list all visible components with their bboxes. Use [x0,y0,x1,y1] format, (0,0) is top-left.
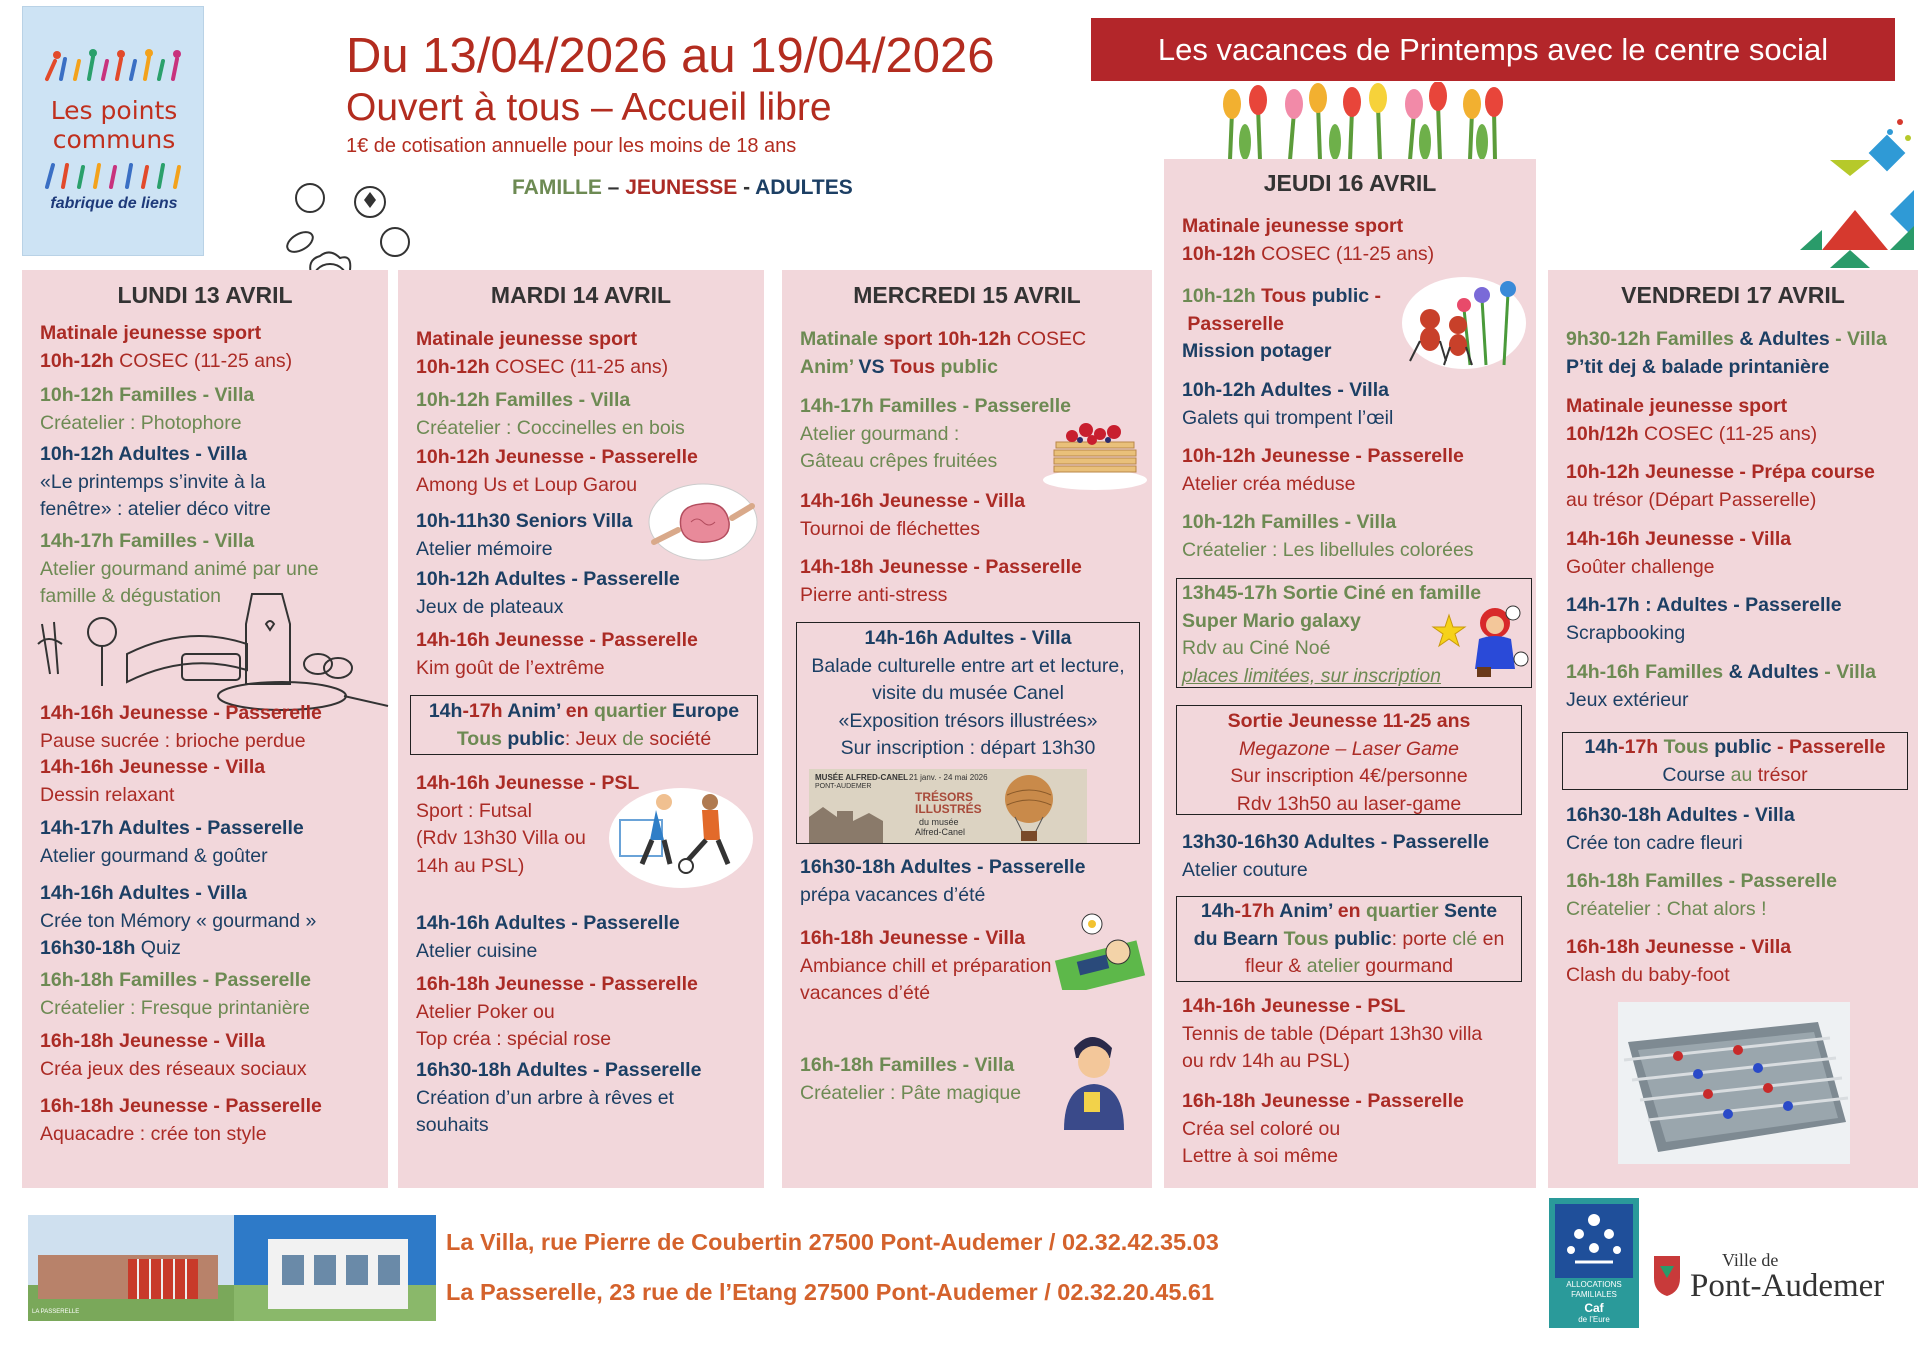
event-vendredi-6: 14h-16h Familles & Adultes - Villa Jeux extérieur [1566,661,1876,711]
event-jeudi-5: 10h-12h Familles - Villa Créatelier : Les libellules colorées [1182,511,1474,561]
event-vendredi-7: 16h30-18h Adultes - Villa Crée ton cadre fleuri [1566,804,1795,854]
day-column-jeudi [1164,159,1536,1188]
logo-tagline: fabrique de liens [50,195,178,212]
kitchen-illustration-icon [32,584,392,714]
logo-line-1: Les points [50,96,178,125]
futsal-illustration-icon [606,780,756,890]
event-mercredi-2: 14h-17h Familles - Passerelle Atelier gourmand : Gâteau crêpes fruitées [800,395,1071,472]
caf-figures-icon [1555,1204,1633,1278]
event-mardi-anim-quartier: 14h-17h Anim’ en quartier Europe Tous public: Jeux de société [410,695,758,755]
event-lundi-5: 14h-16h Jeunesse - Passerelle Pause sucrée : brioche perdue [40,702,322,752]
day-title: MERCREDI 15 AVRIL [853,282,1081,308]
day-title: JEUDI 16 AVRIL [1263,170,1437,196]
event-jeudi-anim-quartier: 14h-17h Anim’ en quartier Sente du Bearn Tous public: porte clé en fleur & atelier gourmand [1176,896,1522,982]
babyfoot-photo-icon [1618,1002,1850,1164]
day-column-mercredi [782,270,1152,1188]
event-mardi-5: 10h-12h Adultes - Passerelle Jeux de plateaux [416,568,680,618]
event-mardi-4: 10h-11h30 Seniors Villa Atelier mémoire [416,510,633,560]
event-mardi-8: 14h-16h Adultes - Passerelle Atelier cuisine [416,912,680,962]
event-lundi-8: 14h-16h Adultes - Villa Crée ton Mémory « gourmand » 16h30-18h Quiz [40,882,317,959]
event-lundi-7: 14h-17h Adultes - Passerelle Atelier gourmand & goûter [40,817,304,867]
crepe-cake-illustration-icon [1042,412,1148,492]
tangram-icon [1790,118,1914,268]
ants-garden-illustration-icon [1400,269,1528,371]
day-column-vendredi [1548,270,1918,1188]
event-vendredi-8: 16h-18h Familles - Passerelle Créatelier : Chat alors ! [1566,870,1837,920]
audiences-line: FAMILLE – JEUNESSE - ADULTES [512,176,853,199]
buildings-photo: LA PASSERELLE [28,1215,436,1321]
address-villa: La Villa, rue Pierre de Coubertin 27500 Pont-Audemer / 02.32.42.35.03 [446,1229,1219,1255]
cotisation-note: 1€ de cotisation annuelle pour les moins de 18 ans [346,135,797,157]
event-jeudi-3: 10h-12h Adultes - Villa Galets qui trompent l’œil [1182,379,1394,429]
address-passerelle: La Passerelle, 23 rue de l’Etang 27500 Pont-Audemer / 02.32.20.45.61 [446,1279,1215,1305]
event-jeudi-8: 16h-18h Jeunesse - Passerelle Créa sel coloré ou Lettre à soi même [1182,1090,1464,1167]
event-jeudi-7: 14h-16h Jeunesse - PSL Tennis de table (Départ 13h30 villa ou rdv 14h au PSL) [1182,995,1483,1072]
event-mercredi-4: 14h-18h Jeunesse - Passerelle Pierre anti-stress [800,556,1082,606]
event-mardi-6: 14h-16h Jeunesse - Passerelle Kim goût de l’extrême [416,629,698,679]
event-lundi-4: 14h-17h Familles - Villa Atelier gourmand animé par une famille & dégustation [40,530,319,607]
people-icon [41,157,187,191]
event-vendredi-course-tresor: 14h-17h Tous public - Passerelle Course au trésor [1562,732,1908,790]
event-vendredi-4: 14h-16h Jeunesse - Villa Goûter challenge [1566,528,1792,578]
event-mercredi-6: 16h-18h Jeunesse - Villa Ambiance chill et préparation vacances d’été [800,927,1052,1004]
event-mercredi-3: 14h-16h Jeunesse - Villa Tournoi de fléchettes [800,490,1026,540]
poster-buildings-icon [809,797,899,843]
caf-logo: ALLOCATIONS FAMILIALES Caf de l’Eure [1549,1198,1639,1328]
event-mercredi-7: 16h-18h Familles - Villa Créatelier : Pâte magique [800,1054,1022,1104]
day-title: VENDREDI 17 AVRIL [1621,282,1845,308]
event-mercredi-balade-culturelle: 14h-16h Adultes - Villa Balade culturelle entre art et lecture, visite du musée Canel «Exposition trésors illustrées» Sur inscription : départ 13h30 MUSÉE ALFRED-CANEL 21 janv. - 24 mai 2026 PONT-AUDEMER TRÉSORS ILLUSTRÉS du musée Alfred-Canel [796,622,1140,844]
event-vendredi-1: 9h30-12h Familles & Adultes - Villa P’tit dej & balade printanière [1566,328,1887,378]
audience-famille: FAMILLE [512,176,602,199]
day-title: LUNDI 13 AVRIL [117,282,293,308]
hot-air-balloon-icon [999,773,1059,843]
event-lundi-11: 16h-18h Jeunesse - Passerelle Aquacadre : crée ton style [40,1095,322,1145]
event-jeudi-sortie-cine: 13h45-17h Sortie Ciné en famille Super Mario galaxy Rdv au Ciné Noé places limitées, sur inscription [1176,578,1532,688]
event-mercredi-5: 16h30-18h Adultes - Passerelle prépa vacances d’été [800,856,1086,906]
event-vendredi-3: 10h-12h Jeunesse - Prépa course au trésor (Départ Passerelle) [1566,461,1875,511]
event-vendredi-2: Matinale jeunesse sport 10h/12h COSEC (11-25 ans) [1566,395,1818,445]
audience-adultes: ADULTES [755,176,853,199]
ville-pont-audemer-logo: Ville de Pont-Audemer [1650,1250,1920,1310]
page-title-dates: Du 13/04/2026 au 19/04/2026 [346,29,995,83]
day-column-mardi [398,270,764,1188]
day-column-lundi [22,270,388,1188]
museum-poster: MUSÉE ALFRED-CANEL 21 janv. - 24 mai 2026 PONT-AUDEMER TRÉSORS ILLUSTRÉS du musée Alfred-Canel [809,769,1087,843]
event-mardi-2: 10h-12h Familles - Villa Créatelier : Coccinelles en bois [416,389,685,439]
event-vendredi-9: 16h-18h Jeunesse - Villa Clash du baby-foot [1566,936,1792,986]
event-mardi-9: 16h-18h Jeunesse - Passerelle Atelier Poker ou Top créa : spécial rose [416,973,698,1050]
event-jeudi-6: 13h30-16h30 Adultes - Passerelle Atelier couture [1182,831,1490,881]
city-crest-icon [1650,1252,1684,1298]
logo-line-2: communs [52,125,176,154]
buildings-photo-icon [28,1215,436,1321]
brain-illustration-icon [646,482,760,562]
tulips-icon [1210,82,1510,160]
page-subtitle: Ouvert à tous – Accueil libre [346,86,832,129]
event-jeudi-sortie-jeunesse: Sortie Jeunesse 11-25 ans Megazone – Laser Game Sur inscription 4€/personne Rdv 13h50 au laser-game [1176,705,1522,815]
event-mardi-10: 16h30-18h Adultes - Passerelle Création d’un arbre à rêves et souhaits [416,1059,702,1136]
event-lundi-2: 10h-12h Familles - Villa Créatelier : Photophore [40,384,255,434]
kid-illustration-icon [1054,1030,1134,1130]
chill-illustration-icon [1048,910,1148,990]
event-lundi-6: 14h-16h Jeunesse - Villa Dessin relaxant [40,756,266,806]
event-mardi-7: 14h-16h Jeunesse - PSL Sport : Futsal (Rdv 13h30 Villa ou 14h au PSL) [416,772,640,877]
event-lundi-1: Matinale jeunesse sport 10h-12h COSEC (11-25 ans) [40,322,293,372]
event-lundi-3: 10h-12h Adultes - Villa «Le printemps s’invite à la fenêtre» : atelier déco vitre [40,443,271,520]
header-banner: Les vacances de Printemps avec le centre social [1091,18,1895,81]
audience-jeunesse: JEUNESSE [625,176,738,199]
event-mardi-1: Matinale jeunesse sport 10h-12h COSEC (11-25 ans) [416,328,669,378]
event-jeudi-4: 10h-12h Jeunesse - Passerelle Atelier créa méduse [1182,445,1464,495]
people-icon [41,49,187,83]
event-lundi-9: 16h-18h Familles - Passerelle Créatelier : Fresque printanière [40,969,311,1019]
day-title: MARDI 14 AVRIL [490,282,672,308]
event-jeudi-2: 10h-12h Tous public - Passerelle Mission potager [1182,285,1382,362]
logo-les-points-communs [22,6,204,256]
mario-illustration-icon [1431,599,1531,681]
event-mercredi-1: Matinale sport 10h-12h COSEC Anim’ VS Tous public [800,328,1087,378]
event-vendredi-5: 14h-17h : Adultes - Passerelle Scrapbooking [1566,594,1842,644]
event-jeudi-1: Matinale jeunesse sport 10h-12h COSEC (11-25 ans) [1182,215,1435,265]
event-mardi-3: 10h-12h Jeunesse - Passerelle Among Us et Loup Garou [416,446,698,496]
event-lundi-10: 16h-18h Jeunesse - Villa Créa jeux des réseaux sociaux [40,1030,307,1080]
